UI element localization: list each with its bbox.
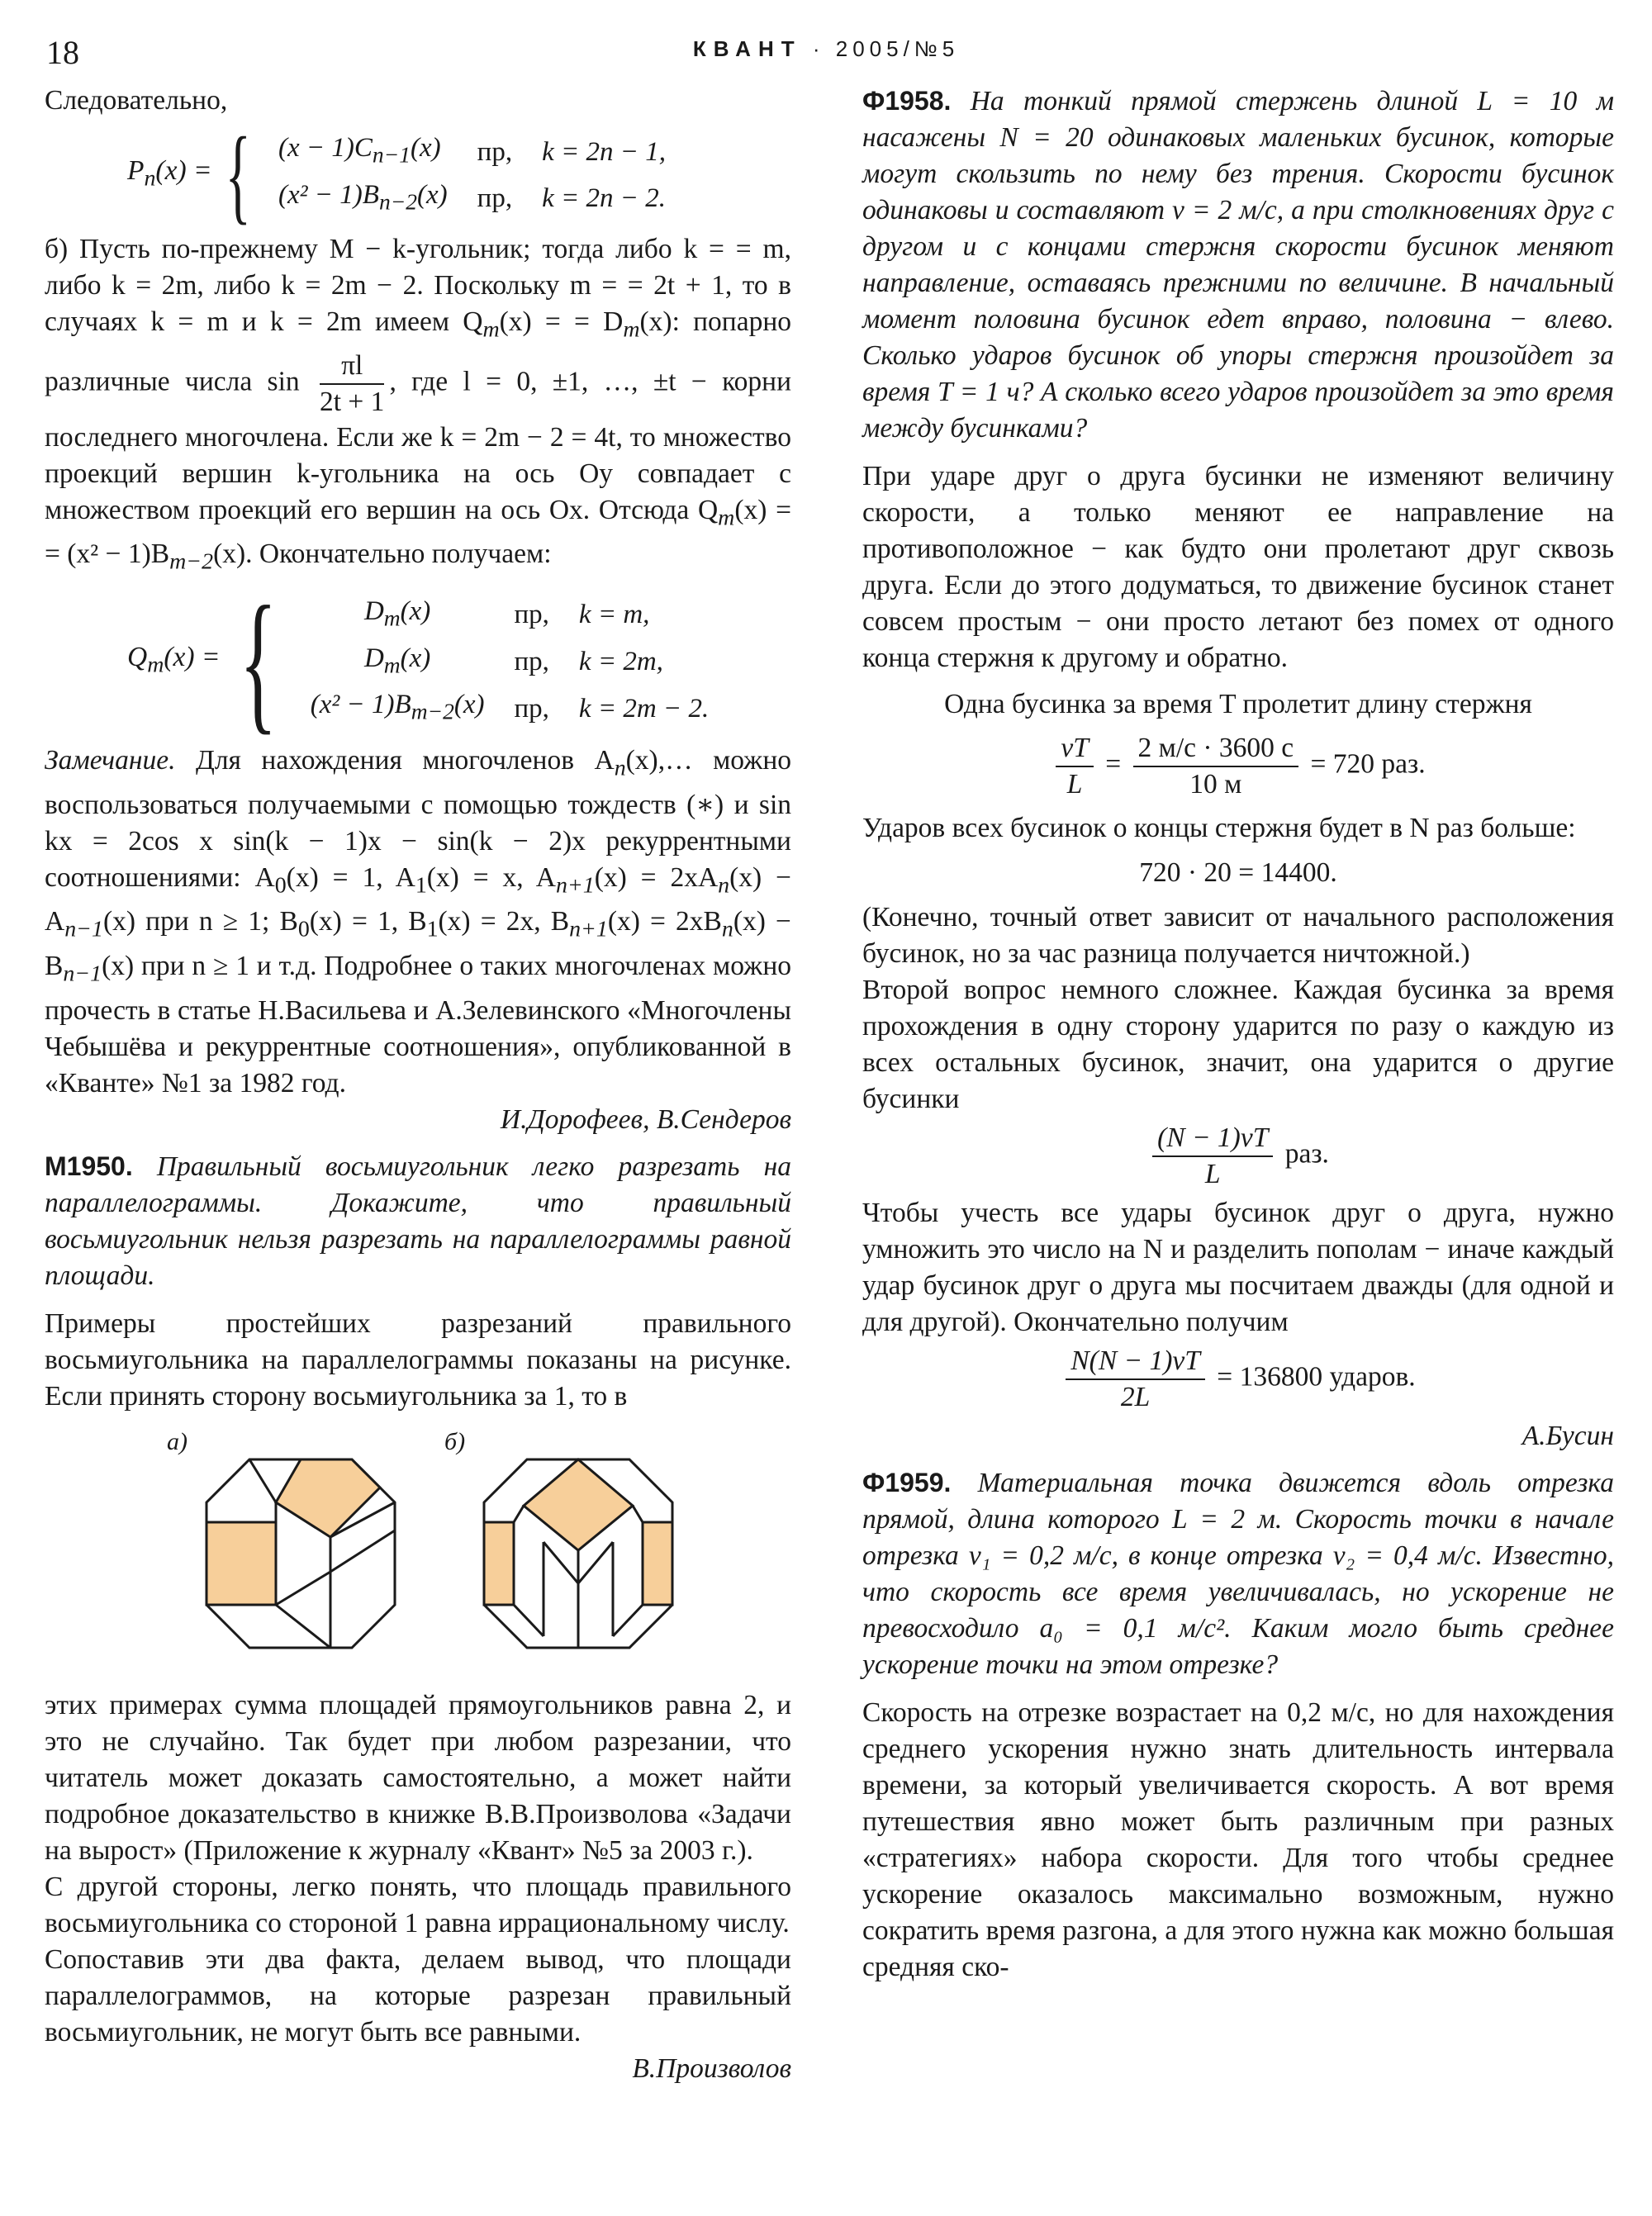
problem-label: Ф1959.: [862, 1468, 952, 1497]
paragraph: Примеры простейших разрезаний правильного восьмиугольника на параллелограммы показаны на рисунке. Если принять сторону восьмиугольника за 1, то в: [45, 1307, 791, 1412]
octagon-b: [484, 1459, 672, 1648]
rectangle-piece: [206, 1522, 276, 1605]
octagon-a: [206, 1459, 395, 1648]
paragraph: Второй вопрос немного сложнее. Каждая бусинка за время прохождения в одну сторону ударится по разу о каждую из всех остальных бусинок, значит, она ударится о другие бусинки: [862, 975, 1614, 1114]
paragraph: этих примерах сумма площадей прямоугольников равна 2, и это не случайно. Так будет при любом разрезании, что читатель может доказать самостоятельно, а может найти подробное доказательство в книжке В.В.Произволова «Задачи на вырост» (Приложение к журналу «Квант» №5 за 2003 г.).: [45, 1689, 791, 1866]
figure-label-b: б): [444, 1427, 466, 1455]
octagon-figure: [45, 1426, 791, 1674]
problem-statement: Ф1958. На тонкий прямой стержень длиной L = 10 м насажены N = 20 одинаковых маленьких бусинок, которые могут скользить по нему без трения. Скорости бусинок одинаковы и составляют v = 2 м/с, а при столкновениях друг с другом и с концами стержня скорости бусинок меняют направление, оставаясь прежними по величине. В начальный момент половина бусинок едет вправо, половина − влево. Сколько ударов бусинок об упоры стержня произойдет за время T = 1 ч? А сколько всего ударов произойдет за это время между бусинками?: [862, 86, 1614, 444]
paragraph: С другой стороны, легко понять, что площадь правильного восьмиугольника со стороной 1 равна иррациональному числу.: [45, 1871, 791, 1938]
case-row: $(x^2 - 1)B_{m-2}(x)$ пр, k = 2m − 2.: [310, 690, 710, 724]
qm-formula: $Q_m(x)$ = { $D_m(x)$ пр, k = m, $D_m(x)$ пр, k = 2m, $(x^2 - 1)B_{m-2}(x)$ пр, k = 2m − 2.: [45, 587, 791, 736]
right-column: [862, 83, 1614, 1986]
paragraph: Сопоставив эти два факта, делаем вывод, что площади параллелограммов, на которые разрезан правильный восьмиугольник, не могут быть все равными.: [45, 1943, 791, 2048]
problem-statement: Ф1959. Материальная точка движется вдоль отрезка прямой, длина которого L = 2 м. Скорость точки в начале отрезка v₁ = 0,2 м/с, в конце отрезка v₂ = 0,4 м/с. Известно, что скорость все время увеличивалась, но ускорение не превосходило a₀ = 0,1 м/с². Каким могло быть среднее ускорение точки на этом отрезке?: [862, 1468, 1614, 1680]
paragraph: При ударе друг о друга бусинки не изменяют величину скорости, а только меняют ее направление на противоположное − как будто они пролетают друг сквозь друга. Если до этого додуматься, то движение бусинок станет совсем простым − они просто летают без помех от одного конца стержня к другому и обратно.: [862, 461, 1614, 673]
author-signature: И.Дорофеев, В.Сендеров: [500, 1103, 791, 1135]
rectangle-piece: [484, 1522, 514, 1605]
page-number: 18: [46, 34, 79, 71]
left-brace: {: [225, 116, 251, 235]
left-column: [45, 83, 791, 2087]
author-signature: В.Произволов: [632, 2052, 791, 2084]
case-row: $D_m(x)$ пр, k = 2m,: [363, 643, 663, 678]
fraction: $\frac{vT}{L}$: [1056, 731, 1094, 802]
equation-3: $\frac{(N - 1)vT}{L}$ раз.: [862, 1121, 1614, 1192]
problem-statement: М1950. Правильный восьмиугольник легко разрезать на параллелограммы. Докажите, что правильный восьмиугольник нельзя разрезать на параллелограммы равной площади.: [45, 1151, 791, 1291]
journal-title: КВАНТ: [692, 36, 802, 61]
fraction: $\frac{(N - 1)vT}{L}$: [1152, 1121, 1273, 1192]
paragraph: Чтобы учесть все удары бусинок друг о друга, нужно умножить это число на N и разделить пополам − иначе каждый удар бусинок друг о друга мы посчитаем дважды (для одной и для другой). Окончательно получим: [862, 1198, 1614, 1337]
problem-label: М1950.: [45, 1151, 133, 1181]
figure-label-a: а): [167, 1427, 188, 1455]
equation-4: $\frac{N(N - 1)vT}{2L}$ = 136800 ударов.: [862, 1344, 1614, 1415]
paragraph: Одна бусинка за время T пролетит длину стержня: [944, 689, 1532, 719]
case-row: $D_m(x)$ пр, k = m,: [363, 596, 650, 631]
case-row: $(x - 1)C_{n-1}(x)$ пр, k = 2n − 1,: [278, 133, 667, 168]
equation-1: $\frac{vT}{L}$ = $\frac{2 м/с \cdot 3600 с}{10 м}$ = 720 раз.: [862, 731, 1614, 802]
paragraph: Ударов всех бусинок о концы стержня будет в N раз больше:: [862, 813, 1576, 843]
pn-lhs: $P_n(x)$ =: [127, 155, 212, 192]
paragraph: Скорость на отрезке возрастает на 0,2 м/с, но для нахождения среднего ускорения нужно знать длительность интервала времени, за который увеличивается скорость. А вот время путешествия явно может быть различным при разных «стратегиях» набора скорости. Для того чтобы среднее ускорение оказалось максимально возможным, нужно сократить время разгона, а для этого нужна как можно большая средняя ско-: [862, 1697, 1614, 1982]
left-brace: {: [239, 575, 277, 749]
issue-label: · 2005/№5: [812, 36, 960, 61]
author-signature: А.Бусин: [1521, 1421, 1614, 1451]
pn-formula: [45, 116, 791, 235]
equation-2: 720 · 20 = 14400.: [1139, 857, 1337, 888]
running-header: [0, 36, 1652, 62]
octagon-dissections-figure: [45, 1426, 791, 1674]
fraction: $\frac{\pi l}{2t + 1}$: [319, 349, 385, 417]
qm-cases: [296, 591, 724, 732]
remark-paragraph: Замечание. Для нахождения многочленов $A_n(x),\dots$ можно воспользоваться получаемыми с помощью тождеств (∗) и sin kx = 2cos x sin(k − 1)x − sin(k − 2)x рекуррентными соотношениями: $A_0(x) = 1$, $A_1(x) = x$, $A_{n+1}(x) = 2xA_n(x) - A_{n-1}(x)$ при n ≥ 1; $B_0(x) = 1$, $B_1(x) = 2x$, $B_{n+1}(x) = 2xB_n(x) - B_{n-1}(x)$ при n ≥ 1 и т.д. Подробнее о таких многочленах можно прочесть в статье Н.Васильева и А.Зелевинского «Многочлены Чебышёва и рекуррентные соотношения», опубликованной в «Кванте» №1 за 1982 год.: [45, 745, 792, 1099]
problem-label: Ф1958.: [862, 86, 952, 116]
case-row: $(x^2 - 1)B_{n-2}(x)$ пр, k = 2n − 2.: [278, 180, 667, 215]
rectangle-piece: [643, 1522, 672, 1605]
fraction: $\frac{2 м/с \cdot 3600 с}{10 м}$: [1133, 731, 1299, 802]
paragraph: Следовательно,: [45, 85, 228, 116]
paragraph: (Конечно, точный ответ зависит от начального расположения бусинок, но за час разница получается ничтожной.): [862, 902, 1614, 969]
paragraph: б) Пусть по-прежнему M − k-угольник; тогда либо k = = m, либо k = 2m, либо k = 2m − 2. Поскольку m = = 2t + 1, то в случаях k = m и k = 2m имеем $Q_m(x)$ = = $D_m(x)$: попарно различные числа sin $\frac{\pi l}{2t + 1}$ , где l = 0, ±1, …, ±t − корни последнего многочлена. Если же k = 2m − 2 = 4t, то множество проекций вершин k-угольника на ось Oy совпадает с множеством проекций его вершин на ось Ox. Отсюда $Q_m(x)$ = = $(x^2 - 1)B_{m-2}(x)$. Окончательно получаем:: [45, 234, 792, 576]
fraction: $\frac{N(N - 1)vT}{2L}$: [1066, 1344, 1205, 1415]
pn-cases: [263, 128, 681, 221]
